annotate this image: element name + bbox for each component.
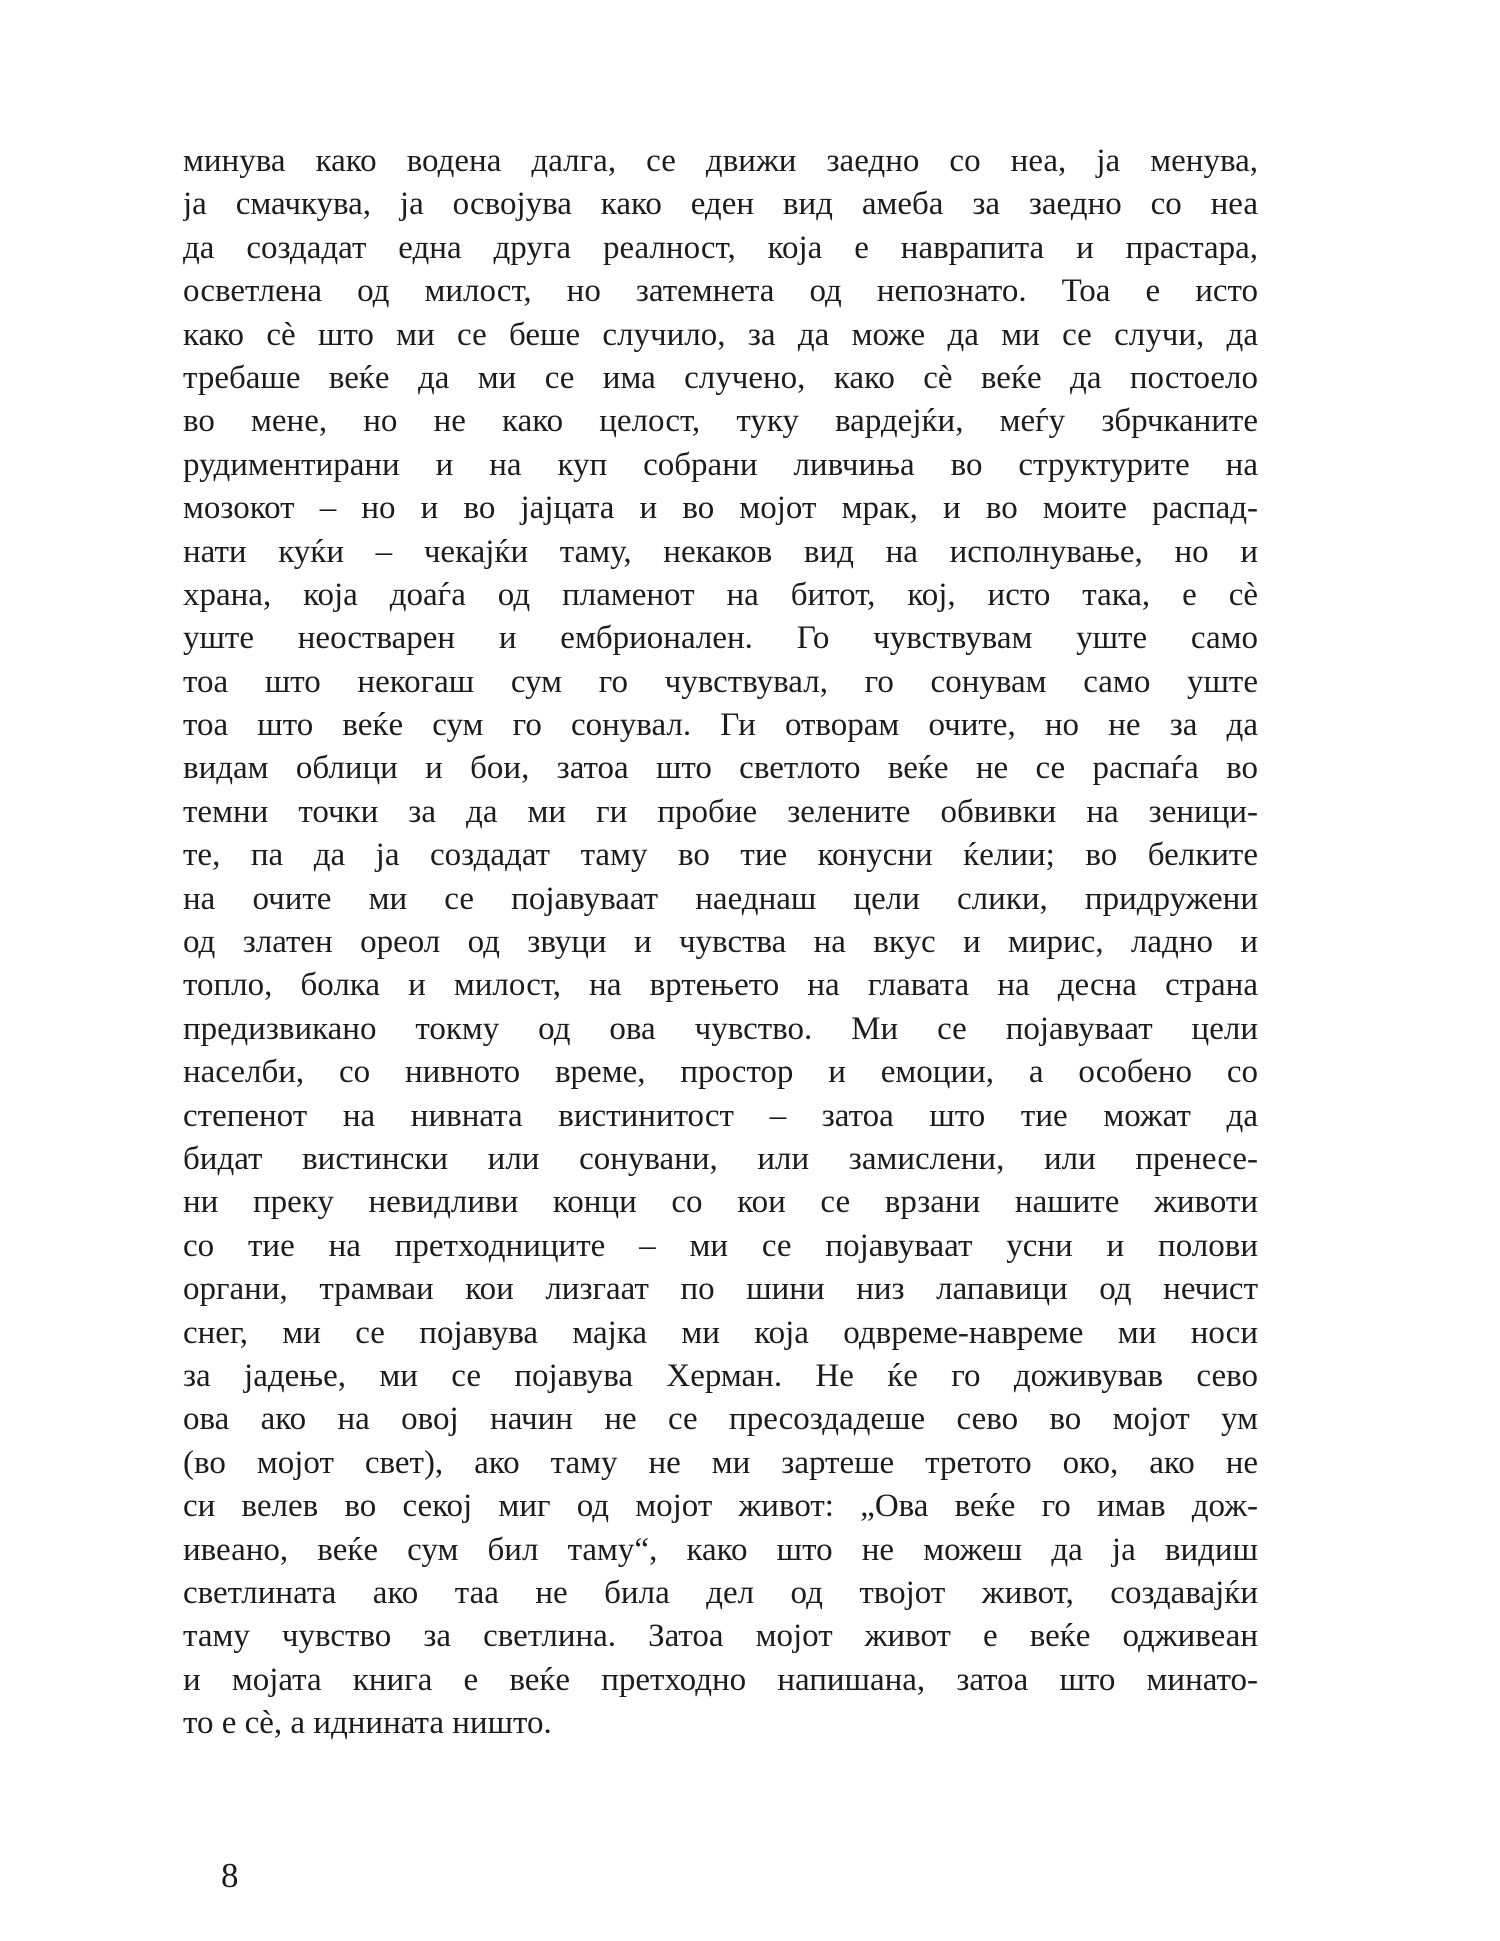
text-line: со тие на претходниците – ми се појавуваат усни и полови <box>183 1227 1258 1264</box>
text-line: светлината ако таа не била дел од твојот живот, создавајќи <box>183 1574 1258 1611</box>
text-line: храна, која доаѓа од пламенот на битот, кој, исто така, е сѐ <box>183 576 1258 613</box>
text-line: осветлена од милост, но затемнета од непознато. Тоа е исто <box>183 273 1258 310</box>
text-line: да создадат една друга реалност, која е наврапита и прастара, <box>183 229 1258 266</box>
text-line: уште неостварен и ембрионален. Го чувствувам уште само <box>183 620 1258 657</box>
text-line: топло, болка и милост, на вртењето на главата на десна страна <box>183 967 1258 1004</box>
text-line: степенот на нивната вистинитост – затоа што тие можат да <box>183 1097 1258 1134</box>
text-line: то е сѐ, а иднината ништо. <box>183 1705 552 1742</box>
text-line: видам облици и бои, затоа што светлото веќе не се распаѓа во <box>183 750 1258 787</box>
text-line: нати куќи – чекајќи таму, некаков вид на исполнување, но и <box>183 533 1258 570</box>
text-line: на очите ми се појавуваат наеднаш цели слики, придружени <box>183 880 1258 917</box>
text-line: ни преку невидливи конци со кои се врзани нашите животи <box>183 1184 1258 1221</box>
page-number: 8 <box>221 1856 239 1895</box>
text-line: те, па да ја создадат таму во тие конусни ќелии; во белките <box>183 837 1258 874</box>
text-line: и мојата книга е веќе претходно напишана, затоа што минато- <box>183 1661 1258 1698</box>
text-line: минува како водена далга, се движи заедно со неа, ја менува, <box>183 143 1258 179</box>
text-line: населби, со нивното време, простор и емоции, а особено со <box>183 1054 1258 1091</box>
text-line: мозокот – но и во јајцата и во мојот мрак, и во моите распад- <box>183 490 1258 527</box>
text-line: ја смачкува, ја освојува како еден вид амеба за заедно со неа <box>183 186 1258 223</box>
text-line: рудиментирани и на куп собрани ливчиња во структурите на <box>183 446 1258 483</box>
text-line: органи, трамваи кои лизгаат по шини низ лапавици од нечист <box>183 1271 1258 1308</box>
text-line: таму чувство за светлина. Затоа мојот живот е веќе одживеан <box>183 1618 1258 1655</box>
text-line: ова ако на овој начин не се пресоздадеше сево во мојот ум <box>183 1401 1258 1438</box>
text-line: бидат вистински или сонувани, или замислени, или пренесе- <box>183 1140 1258 1177</box>
text-line: тоа што веќе сум го сонувал. Ги отворам очите, но не за да <box>183 707 1258 744</box>
text-line: предизвикано токму од ова чувство. Ми се појавуваат цели <box>183 1010 1258 1047</box>
text-line: (во мојот свет), ако таму не ми зартеше третото око, ако не <box>183 1444 1258 1481</box>
text-line: тоа што некогаш сум го чувствувал, го сонувам само уште <box>183 663 1258 700</box>
text-line: како сѐ што ми се беше случило, за да може да ми се случи, да <box>183 316 1258 353</box>
text-line: темни точки за да ми ги пробие зелените обвивки на зеници- <box>183 793 1258 830</box>
text-line: си велев во секој миг од мојот живот: „Ова веќе го имав дож- <box>183 1488 1258 1525</box>
text-line: во мене, но не како целост, туку вардејќи, меѓу збрчканите <box>183 403 1258 440</box>
body-text <box>183 140 1258 1745</box>
text-line: требаше веќе да ми се има случено, како сѐ веќе да постоело <box>183 359 1258 396</box>
text-line: ивеано, веќе сум бил таму“, како што не можеш да ја видиш <box>183 1531 1258 1568</box>
text-line: снег, ми се појавува мајка ми која одвреме-навреме ми носи <box>183 1314 1258 1351</box>
text-line: од златен ореол од звуци и чувства на вкус и мирис, ладно и <box>183 924 1258 961</box>
text-line: за јадење, ми се појавува Херман. Не ќе го доживував сево <box>183 1357 1258 1394</box>
